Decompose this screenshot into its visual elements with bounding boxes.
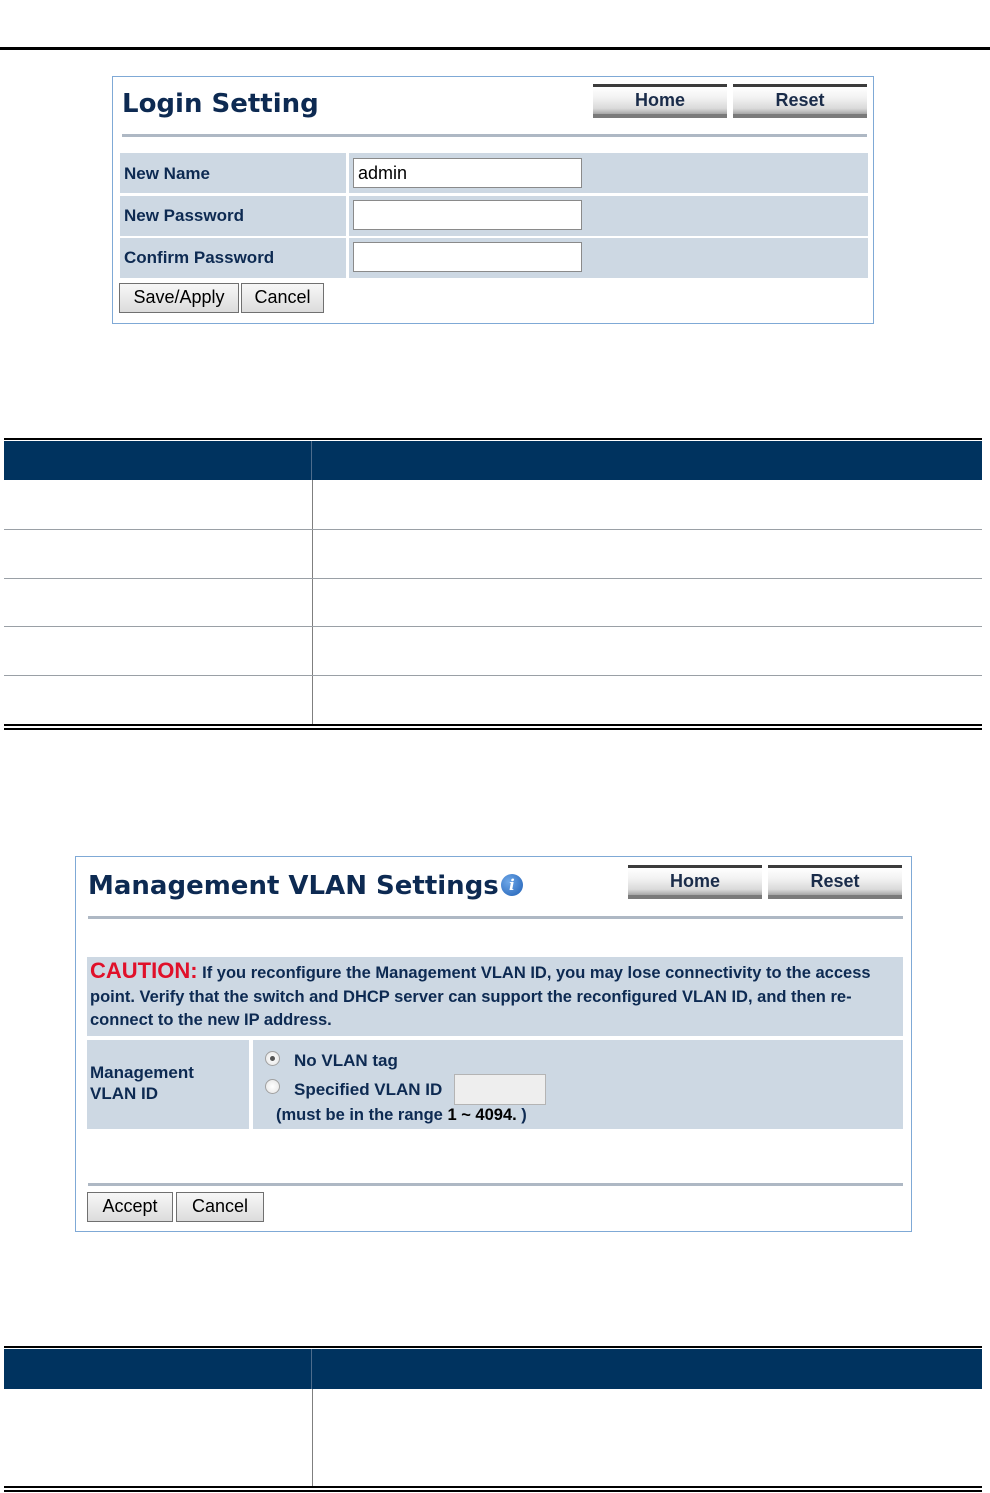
management-vlan-panel bbox=[75, 856, 912, 1232]
caution-label: CAUTION: bbox=[90, 958, 198, 983]
home-button[interactable]: Home bbox=[593, 84, 727, 118]
no-vlan-tag-label[interactable]: No VLAN tag bbox=[294, 1051, 398, 1070]
title-divider bbox=[122, 134, 867, 137]
vlan-id-label-line1: Management bbox=[90, 1063, 194, 1082]
vlan-id-label bbox=[90, 1062, 194, 1104]
management-vlan-title bbox=[88, 871, 523, 901]
new-password-input[interactable] bbox=[353, 200, 582, 230]
reset-button[interactable]: Reset bbox=[733, 84, 867, 118]
vlan-title-divider bbox=[88, 916, 903, 919]
management-vlan-title-text: Management VLAN Settings bbox=[88, 871, 499, 901]
cancel-button[interactable]: Cancel bbox=[241, 283, 324, 313]
table-header-divider bbox=[311, 1349, 312, 1389]
accept-button[interactable]: Accept bbox=[87, 1192, 173, 1222]
vlan-id-input[interactable] bbox=[454, 1074, 546, 1105]
save-apply-button[interactable]: Save/Apply bbox=[119, 283, 239, 313]
vlan-home-button[interactable]: Home bbox=[628, 865, 762, 899]
info-icon[interactable]: i bbox=[501, 874, 523, 896]
table-bottom-border bbox=[4, 724, 982, 726]
vlan-footer-divider bbox=[88, 1183, 903, 1186]
vlan-range-hint bbox=[276, 1106, 527, 1125]
vlan-range-prefix: (must be in the range bbox=[276, 1106, 448, 1124]
table-bottom-border bbox=[4, 1486, 982, 1488]
table-column-divider bbox=[312, 480, 313, 724]
new-password-label: New Password bbox=[124, 206, 244, 225]
table-row-divider bbox=[4, 529, 982, 530]
login-setting-panel bbox=[112, 76, 874, 324]
table-header bbox=[4, 1349, 982, 1389]
table-top-border bbox=[4, 438, 982, 440]
table-header bbox=[4, 441, 982, 480]
table-bottom-border bbox=[4, 728, 982, 730]
new-name-label: New Name bbox=[124, 164, 210, 183]
caution-message bbox=[90, 960, 900, 1033]
vlan-range-suffix: ) bbox=[516, 1106, 527, 1124]
table-column-divider bbox=[312, 1389, 313, 1486]
table-header-divider bbox=[311, 441, 312, 480]
confirm-password-input[interactable] bbox=[353, 242, 582, 272]
table-bottom-border bbox=[4, 1490, 982, 1492]
vlan-range-value: 1 ~ 4094. bbox=[447, 1106, 517, 1124]
vlan-reset-button[interactable]: Reset bbox=[768, 865, 902, 899]
no-vlan-tag-radio[interactable] bbox=[265, 1051, 280, 1066]
table-row-divider bbox=[4, 626, 982, 627]
specified-vlan-id-label[interactable]: Specified VLAN ID bbox=[294, 1080, 443, 1099]
page-top-rule bbox=[0, 47, 990, 50]
table-top-border bbox=[4, 1346, 982, 1348]
table-row-divider bbox=[4, 578, 982, 579]
vlan-id-label-line2: VLAN ID bbox=[90, 1084, 158, 1103]
new-name-input[interactable] bbox=[353, 158, 582, 188]
description-table-1 bbox=[4, 438, 982, 730]
specified-vlan-id-radio[interactable] bbox=[265, 1079, 280, 1094]
caution-text: If you reconfigure the Management VLAN ID, you may lose connectivity to the access point. Verify that the switch and DHCP server can support the reconfigured VLAN ID, and then re-connect to the new IP address. bbox=[90, 964, 871, 1029]
confirm-password-label: Confirm Password bbox=[124, 248, 275, 267]
vlan-cancel-button[interactable]: Cancel bbox=[176, 1192, 264, 1222]
table-row-divider bbox=[4, 675, 982, 676]
description-table-2 bbox=[4, 1346, 982, 1493]
login-setting-title: Login Setting bbox=[122, 89, 319, 119]
